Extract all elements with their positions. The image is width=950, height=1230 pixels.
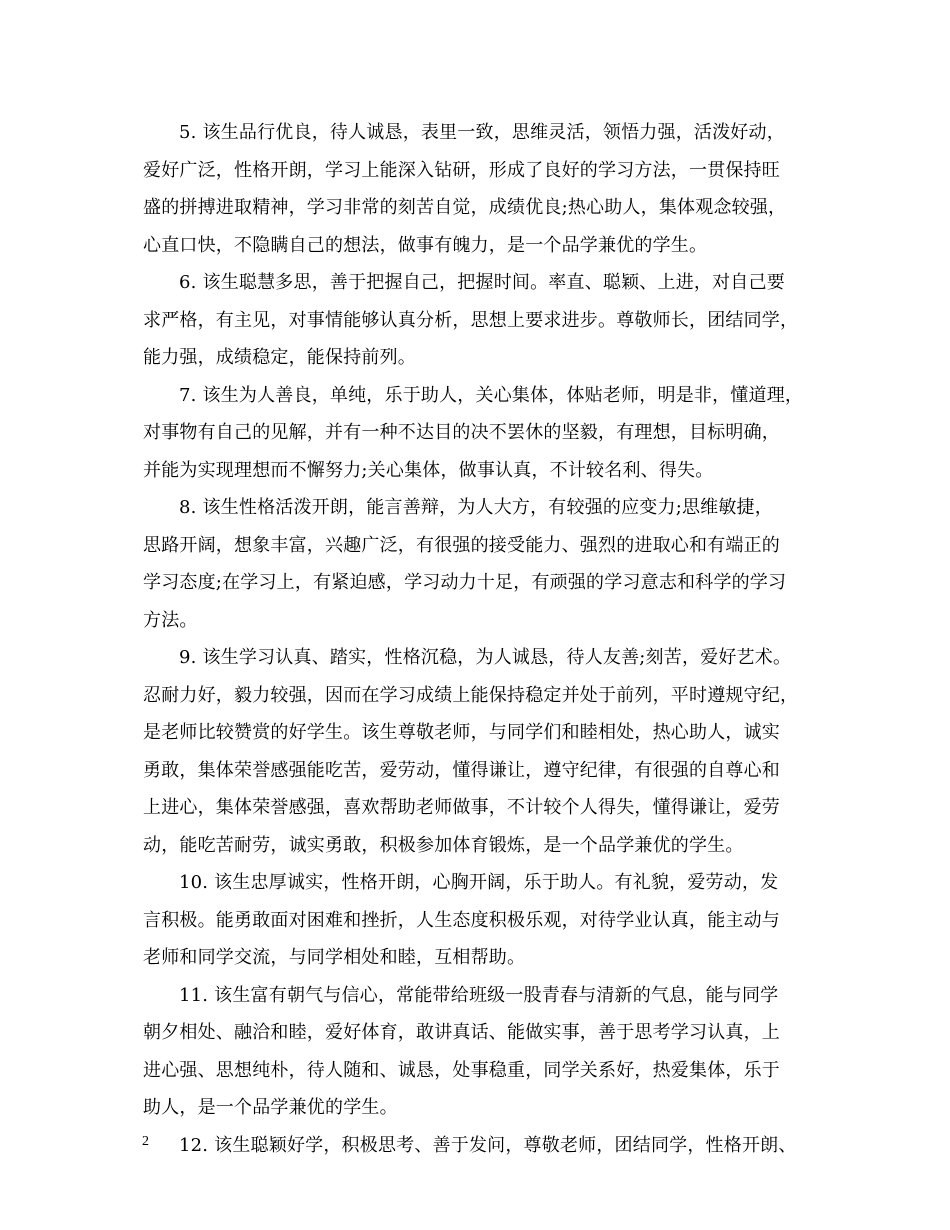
- paragraph-line: 对事物有自己的见解，并有一种不达目的决不罢休的坚毅，有理想，目标明确，: [143, 422, 780, 443]
- paragraph-line: 上进心，集体荣誉感强，喜欢帮助老师做事，不计较个人得失，懂得谦让，爱劳: [143, 797, 780, 818]
- paragraph-5: [143, 114, 823, 264]
- paragraph-6: [143, 264, 823, 377]
- paragraph-line: 8. 该生性格活泼开朗，能言善辩，为人大方，有较强的应变力;思维敏捷，: [179, 497, 773, 518]
- paragraph-line: 朝夕相处、融洽和睦，爱好体育，敢讲真话、能做实事，善于思考学习认真，上: [143, 1022, 780, 1043]
- paragraph-line: 9. 该生学习认真、踏实，性格沉稳，为人诚恳，待人友善;刻苦，爱好艺术。: [179, 647, 792, 668]
- paragraph-line: 勇敢，集体荣誉感强能吃苦，爱劳动，懂得谦让，遵守纪律，有很强的自尊心和: [143, 759, 780, 781]
- paragraph-line: 心直口快，不隐瞒自己的想法，做事有魄力，是一个品学兼优的学生。: [143, 234, 708, 256]
- paragraph-line: 12. 该生聪颖好学，积极思考、善于发问，尊敬老师，团结同学，性格开朗、: [179, 1134, 797, 1156]
- paragraph-line: 盛的拼搏进取精神，学习非常的刻苦自觉，成绩优良;热心助人，集体观念较强，: [143, 197, 787, 218]
- paragraph-line: 进心强、思想纯朴，待人随和、诚恳，处事稳重，同学关系好，热爱集体，乐于: [143, 1059, 780, 1081]
- paragraph-9: [143, 639, 823, 864]
- paragraph-line: 方法。: [143, 609, 198, 631]
- paragraph-line: 10. 该生忠厚诚实，性格开朗，心胸开阔，乐于助人。有礼貌，爱劳动，发: [179, 872, 779, 893]
- page-number: 2: [142, 1134, 149, 1149]
- paragraph-line: 并能为实现理想而不懈努力;关心集体，做事认真，不计较名利、得失。: [143, 459, 714, 481]
- paragraph-line: 5. 该生品行优良，待人诚恳，表里一致，思维灵活，领悟力强，活泼好动，: [179, 122, 785, 143]
- paragraph-line: 忍耐力好，毅力较强，因而在学习成绩上能保持稳定并处于前列，平时遵规守纪，: [143, 684, 799, 706]
- paragraph-8: [143, 489, 823, 639]
- paragraph-line: 思路开阔，想象丰富，兴趣广泛，有很强的接受能力、强烈的进取心和有端正的: [143, 534, 780, 556]
- paragraph-line: 7. 该生为人善良，单纯，乐于助人，关心集体，体贴老师，明是非，懂道理，: [179, 384, 804, 406]
- paragraph-line: 老师和同学交流，与同学相处和睦，互相帮助。: [143, 947, 526, 968]
- paragraph-line: 学习态度;在学习上，有紧迫感，学习动力十足，有顽强的学习意志和科学的学习: [143, 572, 787, 593]
- paragraph-line: 6. 该生聪慧多思，善于把握自己，把握时间。率直、聪颖、上进，对自己要: [179, 272, 785, 293]
- paragraph-line: 能力强，成绩稳定，能保持前列。: [143, 347, 416, 368]
- paragraph-line: 助人，是一个品学兼优的学生。: [143, 1097, 398, 1118]
- paragraph-7: [143, 377, 823, 490]
- paragraph-line: 言积极。能勇敢面对困难和挫折，人生态度积极乐观，对待学业认真，能主动与: [143, 909, 780, 931]
- paragraph-line: 是老师比较赞赏的好学生。该生尊敬老师，与同学们和睦相处，热心助人，诚实: [143, 722, 780, 743]
- paragraph-10: [143, 864, 823, 977]
- paragraph-11: [143, 977, 823, 1127]
- paragraph-12: [143, 1127, 823, 1165]
- paragraph-line: 爱好广泛，性格开朗，学习上能深入钻研，形成了良好的学习方法，一贯保持旺: [143, 159, 780, 181]
- paragraph-line: 动，能吃苦耐劳，诚实勇敢，积极参加体育锻炼，是一个品学兼优的学生。: [143, 834, 744, 856]
- paragraph-line: 求严格，有主见，对事情能够认真分析，思想上要求进步。尊敬师长，团结同学，: [143, 309, 799, 331]
- document-body: [143, 114, 823, 1164]
- paragraph-line: 11. 该生富有朝气与信心，常能带给班级一股青春与清新的气息，能与同学: [179, 984, 779, 1006]
